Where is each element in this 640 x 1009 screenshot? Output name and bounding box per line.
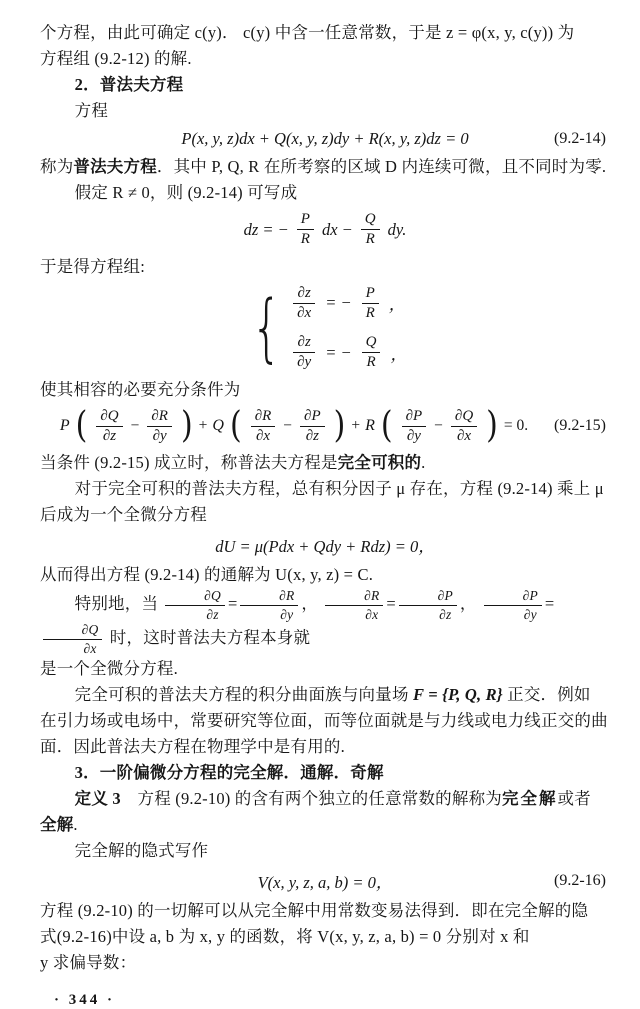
para-line-6: 于是得方程组: [40, 256, 145, 276]
numerator: ∂P [399, 588, 457, 606]
equation-9-2-14 [40, 129, 610, 149]
numerator: ∂Q [451, 408, 477, 427]
fraction-dQ-dx [451, 408, 477, 446]
bold-term-full-solution: 全解 [40, 815, 74, 835]
minus-sign: − [434, 417, 443, 435]
right-paren-icon: ) [486, 404, 498, 447]
denominator: R [365, 304, 375, 321]
text-run: 特别地，当 [74, 593, 159, 613]
denominator: ∂z [102, 427, 117, 444]
text-run: = − [325, 293, 352, 313]
numerator: ∂R [325, 588, 383, 606]
fraction-dQ-dz [96, 408, 122, 446]
equation-body [40, 404, 610, 447]
fraction-Q-over-R [361, 211, 380, 249]
text-run: = 0. [503, 417, 529, 435]
numerator: ∂Q [96, 408, 122, 427]
left-paren-icon: ( [75, 404, 88, 447]
fraction-dP-dy [484, 588, 542, 622]
para-line-4 [40, 154, 610, 180]
fraction-P-over-R [362, 285, 379, 323]
fraction-P-over-R [297, 211, 314, 249]
denominator: R [365, 231, 375, 248]
denominator: ∂x [456, 427, 472, 444]
coefficient-Q: Q [212, 417, 224, 435]
numerator: ∂P [402, 408, 427, 427]
system-rows [290, 285, 407, 372]
equation-number: (9.2-15) [554, 417, 606, 435]
system-row-1 [290, 285, 407, 323]
text-run: ， [301, 593, 319, 613]
para-line-8 [40, 450, 610, 476]
para-line-15: 在引力场或电场中，常要研究等位面，而等位面就是与力线或电力线正交的曲 [40, 711, 608, 731]
bold-term-completely-integrable: 完全可积的 [337, 453, 422, 472]
equals-sign: = [386, 593, 396, 613]
text-run: dz = − [243, 219, 289, 239]
right-paren-icon: ) [180, 404, 193, 447]
para-line-18 [40, 812, 610, 838]
equation-body [40, 211, 610, 249]
para-line-3: 方程 [74, 101, 109, 120]
para-line-7: 使其相容的必要充分条件为 [40, 379, 241, 399]
numerator: ∂Q [165, 588, 224, 606]
para-line-12-special-case [40, 588, 610, 656]
numerator: P [362, 285, 379, 304]
denominator: R [366, 354, 376, 371]
equation-9-2-15 [40, 404, 610, 447]
left-paren-icon: ( [380, 404, 393, 447]
fraction-dQ-dx [43, 622, 102, 656]
fraction-dz-dx [293, 285, 315, 323]
equation-number: (9.2-16) [554, 872, 606, 890]
text-run: ， [388, 295, 406, 315]
coefficient-R: R [365, 417, 375, 435]
para-line-22: y 求偏导数： [40, 953, 137, 973]
bold-term-pfaff-equation: 普法夫方程 [73, 157, 157, 176]
numerator: ∂Q [43, 622, 102, 640]
equals-sign: = [227, 593, 238, 613]
minus-sign: − [283, 417, 293, 435]
fraction-dP-dz [399, 588, 457, 622]
fraction-dR-dy [240, 588, 298, 622]
denominator: ∂z [439, 606, 452, 622]
fraction-dR-dx [251, 408, 276, 446]
para-line-9: 对于完全可积的普法夫方程，总有积分因子 μ 存在，方程 (9.2-14) 乘上 μ [74, 479, 604, 498]
denominator: ∂x [297, 304, 312, 321]
denominator: ∂y [523, 606, 537, 622]
bold-term-definition-3: 定义 3 [74, 789, 121, 809]
equation-body [243, 285, 407, 372]
text-run: ．其中 P, Q, R 在所考察的区域 D 内连续可微，且不同时为零. [156, 157, 607, 176]
text-run: 正交．例如 [502, 685, 591, 705]
equation-dz [40, 211, 610, 249]
text-run: = − [325, 342, 352, 362]
fraction-dR-dy [147, 408, 172, 446]
denominator: ∂y [297, 354, 312, 371]
para-line-13: 是一个全微分方程. [40, 659, 178, 679]
fraction-dz-dy [293, 334, 315, 372]
numerator: ∂z [293, 334, 315, 353]
page-number: · 344 · [54, 992, 116, 1009]
text-run: . [73, 815, 78, 835]
numerator: P [297, 211, 314, 230]
denominator: R [300, 231, 310, 248]
text-run: dx − [321, 219, 353, 239]
equation-number: (9.2-14) [554, 130, 606, 147]
fraction-Q-over-R [362, 334, 381, 372]
plus-sign: + [351, 417, 361, 435]
para-line-19: 完全解的隐式写作 [74, 841, 209, 861]
numerator: ∂P [484, 588, 542, 606]
bold-term-complete-solution: 完全解 [502, 789, 558, 809]
system-row-2 [290, 334, 407, 372]
text-run: 时，这时普法夫方程本身就 [109, 627, 311, 647]
text-run: 方程 (9.2-10) 的含有两个独立的任意常数的解称为 [120, 789, 502, 809]
para-line-14 [40, 682, 610, 708]
para-line-10: 后成为一个全微分方程 [40, 505, 207, 524]
fraction-dQ-dz [165, 588, 224, 622]
denominator: ∂y [152, 427, 167, 444]
right-paren-icon: ) [333, 404, 346, 447]
plus-sign: + [198, 417, 208, 435]
text-run: dy. [387, 219, 407, 239]
section-heading-pfaff: 2．普法夫方程 [74, 75, 184, 94]
numerator: Q [361, 211, 380, 230]
fraction-dR-dx [325, 588, 383, 622]
fraction-dP-dz [300, 408, 325, 446]
denominator: ∂z [206, 606, 219, 622]
section-heading-complete-solution: 3．一阶偏微分方程的完全解．通解．奇解 [74, 763, 384, 783]
para-line-20: 方程 (9.2-10) 的一切解可以从完全解中用常数变易法得到．即在完全解的隐 [40, 901, 589, 921]
left-paren-icon: ( [229, 404, 242, 447]
equation-body: P(x, y, z)dx + Q(x, y, z)dy + R(x, y, z)dz = 0 [181, 129, 469, 148]
equation-dU [40, 533, 610, 557]
numerator: Q [362, 334, 381, 353]
para-line-5: 假定 R ≠ 0，则 (9.2-14) 可写成 [74, 183, 298, 202]
numerator: ∂R [251, 408, 276, 427]
denominator: ∂x [255, 427, 271, 444]
numerator: ∂R [147, 408, 172, 427]
equation-body: dU = μ(Pdx + Qdy + Rdz) = 0， [215, 537, 435, 556]
equation-system [40, 285, 610, 372]
numerator: ∂P [300, 408, 325, 427]
equals-sign: = [544, 593, 555, 613]
coefficient-P: P [59, 417, 70, 435]
left-brace-icon: { [251, 285, 282, 371]
fraction-dP-dy [402, 408, 427, 446]
denominator: ∂y [280, 606, 294, 622]
text-run: 完全可积的普法夫方程的积分曲面族与向量场 [74, 685, 413, 705]
para-line-2: 方程组 (9.2-12) 的解. [40, 49, 192, 68]
text-run: 或者 [557, 789, 591, 809]
denominator: ∂x [365, 606, 379, 622]
vector-field-F: F = {P, Q, R} [412, 685, 503, 705]
para-line-1: 个方程，由此可确定 c(y)． c(y) 中含一任意常数，于是 z = φ(x, y, c(y)) 为 [40, 23, 575, 42]
text-run: ， [390, 344, 407, 364]
text-run: 当条件 (9.2-15) 成立时，称普法夫方程是 [40, 453, 338, 472]
denominator: ∂y [406, 427, 421, 444]
denominator: ∂x [83, 640, 97, 656]
para-line-17-definition-3 [40, 786, 610, 812]
para-line-21: 式(9.2-16)中设 a, b 为 x, y 的函数，将 V(x, y, z, a, b) = 0 分别对 x 和 [40, 927, 530, 947]
text-run: 称为 [40, 157, 74, 176]
numerator: ∂R [240, 588, 298, 606]
denominator: ∂z [305, 427, 319, 444]
numerator: ∂z [293, 285, 315, 304]
minus-sign: − [130, 417, 140, 435]
para-line-11: 从而得出方程 (9.2-14) 的通解为 U(x, y, z) = C. [40, 565, 374, 584]
text-run: . [421, 453, 426, 472]
equation-body: V(x, y, z, a, b) = 0， [257, 873, 393, 893]
para-line-16: 面．因此普法夫方程在物理学中是有用的. [40, 737, 345, 757]
text-run: ， [459, 593, 477, 613]
equation-9-2-16 [40, 869, 610, 893]
